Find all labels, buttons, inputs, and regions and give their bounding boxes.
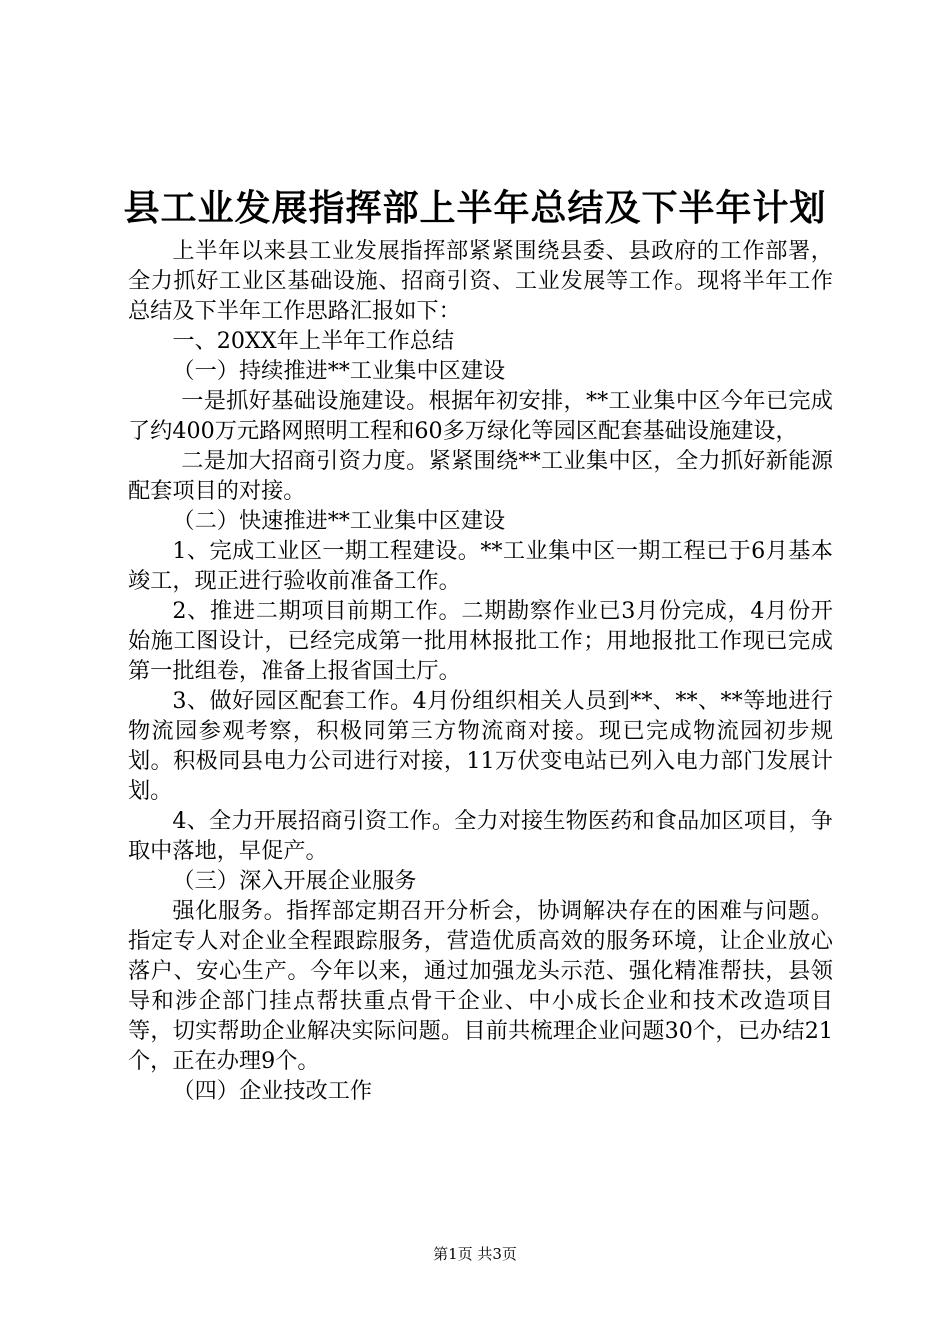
paragraph-phase-one: 1、完成工业区一期工程建设。**工业集中区一期工程已于6月基本竣工，现正进行验收前准备工作。	[128, 538, 833, 594]
paragraph-intro: 上半年以来县工业发展指挥部紧紧围绕县委、县政府的工作部署，全力抓好工业区基础设施、招商引资、工业发展等工作。现将半年工作总结及下半年工作思路汇报如下：	[128, 238, 833, 324]
subheading-1: （一）持续推进**工业集中区建设	[172, 358, 506, 384]
subheading-2: （二）快速推进**工业集中区建设	[172, 508, 506, 534]
paragraph-investment: 二是加大招商引资力度。紧紧围绕**工业集中区，全力抓好新能源配套项目的对接。	[128, 448, 833, 504]
paragraph-attract-investment: 4、全力开展招商引资工作。全力对接生物医药和食品加区项目，争取中落地，早促产。	[128, 808, 833, 864]
paragraph-phase-two: 2、推进二期项目前期工作。二期勘察作业已3月份完成，4月份开始施工图设计，已经完成第一批用林报批工作；用地报批工作现已完成第一批组卷，准备上报省国土厅。	[128, 598, 833, 684]
page-footer: 第1页 共3页	[433, 1245, 517, 1263]
paragraph-supporting-facilities: 3、做好园区配套工作。4月份组织相关人员到**、**、**等地进行物流园参观考察，积极同第三方物流商对接。现已完成物流园初步规划。积极同县电力公司进行对接，11万伏变电站已列入电力部门发展计划。	[128, 688, 833, 804]
document-body	[128, 236, 833, 1106]
subheading-3: （三）深入开展企业服务	[172, 868, 417, 894]
heading-section-1: 一、20XX年上半年工作总结	[172, 328, 455, 354]
paragraph-enterprise-service: 强化服务。指挥部定期召开分析会，协调解决存在的困难与问题。指定专人对企业全程跟踪服务，营造优质高效的服务环境，让企业放心落户、安心生产。今年以来，通过加强龙头示范、强化精准帮扶，县领导和涉企部门挂点帮扶重点骨干企业、中小成长企业和技术改造项目等，切实帮助企业解决实际问题。目前共梳理企业问题30个，已办结21个，正在办理9个。	[128, 898, 833, 1074]
document-title: 县工业发展指挥部上半年总结及下半年计划	[123, 187, 827, 229]
subheading-4: （四）企业技改工作	[172, 1078, 373, 1104]
paragraph-infrastructure: 一是抓好基础设施建设。根据年初安排，**工业集中区今年已完成了约400万元路网照明工程和60多万绿化等园区配套基础设施建设，	[128, 388, 833, 444]
